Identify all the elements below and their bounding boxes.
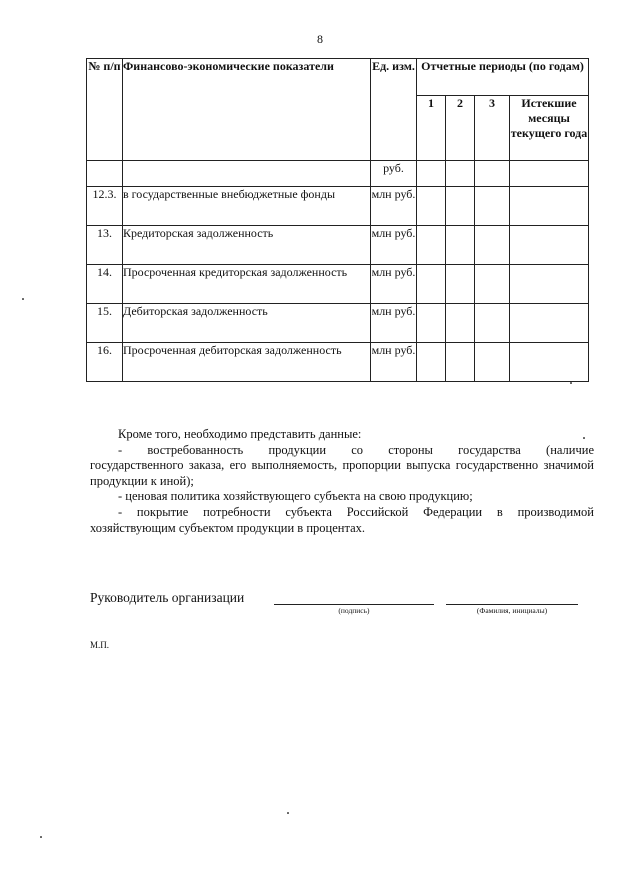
stamp-mark: М.П. [90,640,110,650]
cell-year-3 [475,304,510,343]
cell-current-months [510,343,589,382]
table-row [87,343,589,382]
notes-item-demand-rest: государственного заказа, его выполняемость, пропорции выпуска государственно значимой продукции к иной); [90,458,594,488]
row-unit: млн руб. [371,265,417,304]
financial-indicators-table [86,58,589,382]
cell-year-1 [417,265,446,304]
row-indicator: Просроченная кредиторская задолженность [123,265,371,304]
cell-year-1 [417,161,446,187]
cell-year-1 [417,226,446,265]
scan-speck [583,437,585,439]
table-row [87,304,589,343]
header-year-2: 2 [446,96,475,161]
table-row [87,265,589,304]
row-unit: руб. [371,161,417,187]
header-num: № п/п [87,59,123,161]
page-number: 8 [317,32,323,46]
row-indicator: в государственные внебюджетные фонды [123,187,371,226]
row-unit: млн руб. [371,343,417,382]
notes-item-pricing: - ценовая политика хозяйствующего субъекта на свою продукцию; [118,489,473,504]
cell-year-1 [417,304,446,343]
row-num [87,161,123,187]
table-header-row [87,59,589,96]
cell-current-months [510,304,589,343]
row-num: 13. [87,226,123,265]
row-num: 12.3. [87,187,123,226]
header-current-months: Истекшие месяцы текущего года [510,96,589,161]
row-unit: млн руб. [371,226,417,265]
header-periods: Отчетные периоды (по годам) [417,59,589,96]
row-indicator: Просроченная дебиторская задолженность [123,343,371,382]
cell-year-3 [475,161,510,187]
cell-current-months [510,265,589,304]
scan-speck [22,298,24,300]
row-num: 16. [87,343,123,382]
notes-item-demand-line1: - востребованность продукции со стороны государства (наличие [118,442,594,457]
cell-current-months [510,187,589,226]
scan-speck [570,382,572,384]
row-unit: млн руб. [371,187,417,226]
notes-section [90,427,594,536]
cell-year-3 [475,265,510,304]
row-indicator [123,161,371,187]
cell-year-2 [446,343,475,382]
notes-item-coverage: - покрытие потребности субъекта Российской Федерации в производимой хозяйствующим субъектом продукции в процентах. [90,504,594,535]
row-indicator: Дебиторская задолженность [123,304,371,343]
cell-year-2 [446,304,475,343]
cell-year-2 [446,226,475,265]
name-line [446,604,578,605]
cell-current-months [510,226,589,265]
header-indicators: Финансово-экономические показатели [123,59,371,161]
header-year-1: 1 [417,96,446,161]
cell-year-1 [417,187,446,226]
row-indicator: Кредиторская задолженность [123,226,371,265]
notes-intro: Кроме того, необходимо представить данные: [118,427,362,441]
cell-year-3 [475,187,510,226]
table-row [87,226,589,265]
row-num: 15. [87,304,123,343]
name-caption: (Фамилия, инициалы) [476,606,548,615]
header-year-3: 3 [475,96,510,161]
cell-year-1 [417,343,446,382]
header-unit: Ед. изм. [371,59,417,161]
cell-year-2 [446,161,475,187]
signature-label: Руководитель организации [90,590,245,605]
signature-line [274,604,434,605]
signature-caption: (подпись) [338,606,370,615]
row-num: 14. [87,265,123,304]
table-row [87,161,589,187]
cell-year-3 [475,226,510,265]
signature-block [90,590,590,620]
cell-current-months [510,161,589,187]
row-unit: млн руб. [371,304,417,343]
scan-speck [40,836,42,838]
table-row [87,187,589,226]
cell-year-3 [475,343,510,382]
cell-year-2 [446,187,475,226]
cell-year-2 [446,265,475,304]
scan-speck [287,812,289,814]
